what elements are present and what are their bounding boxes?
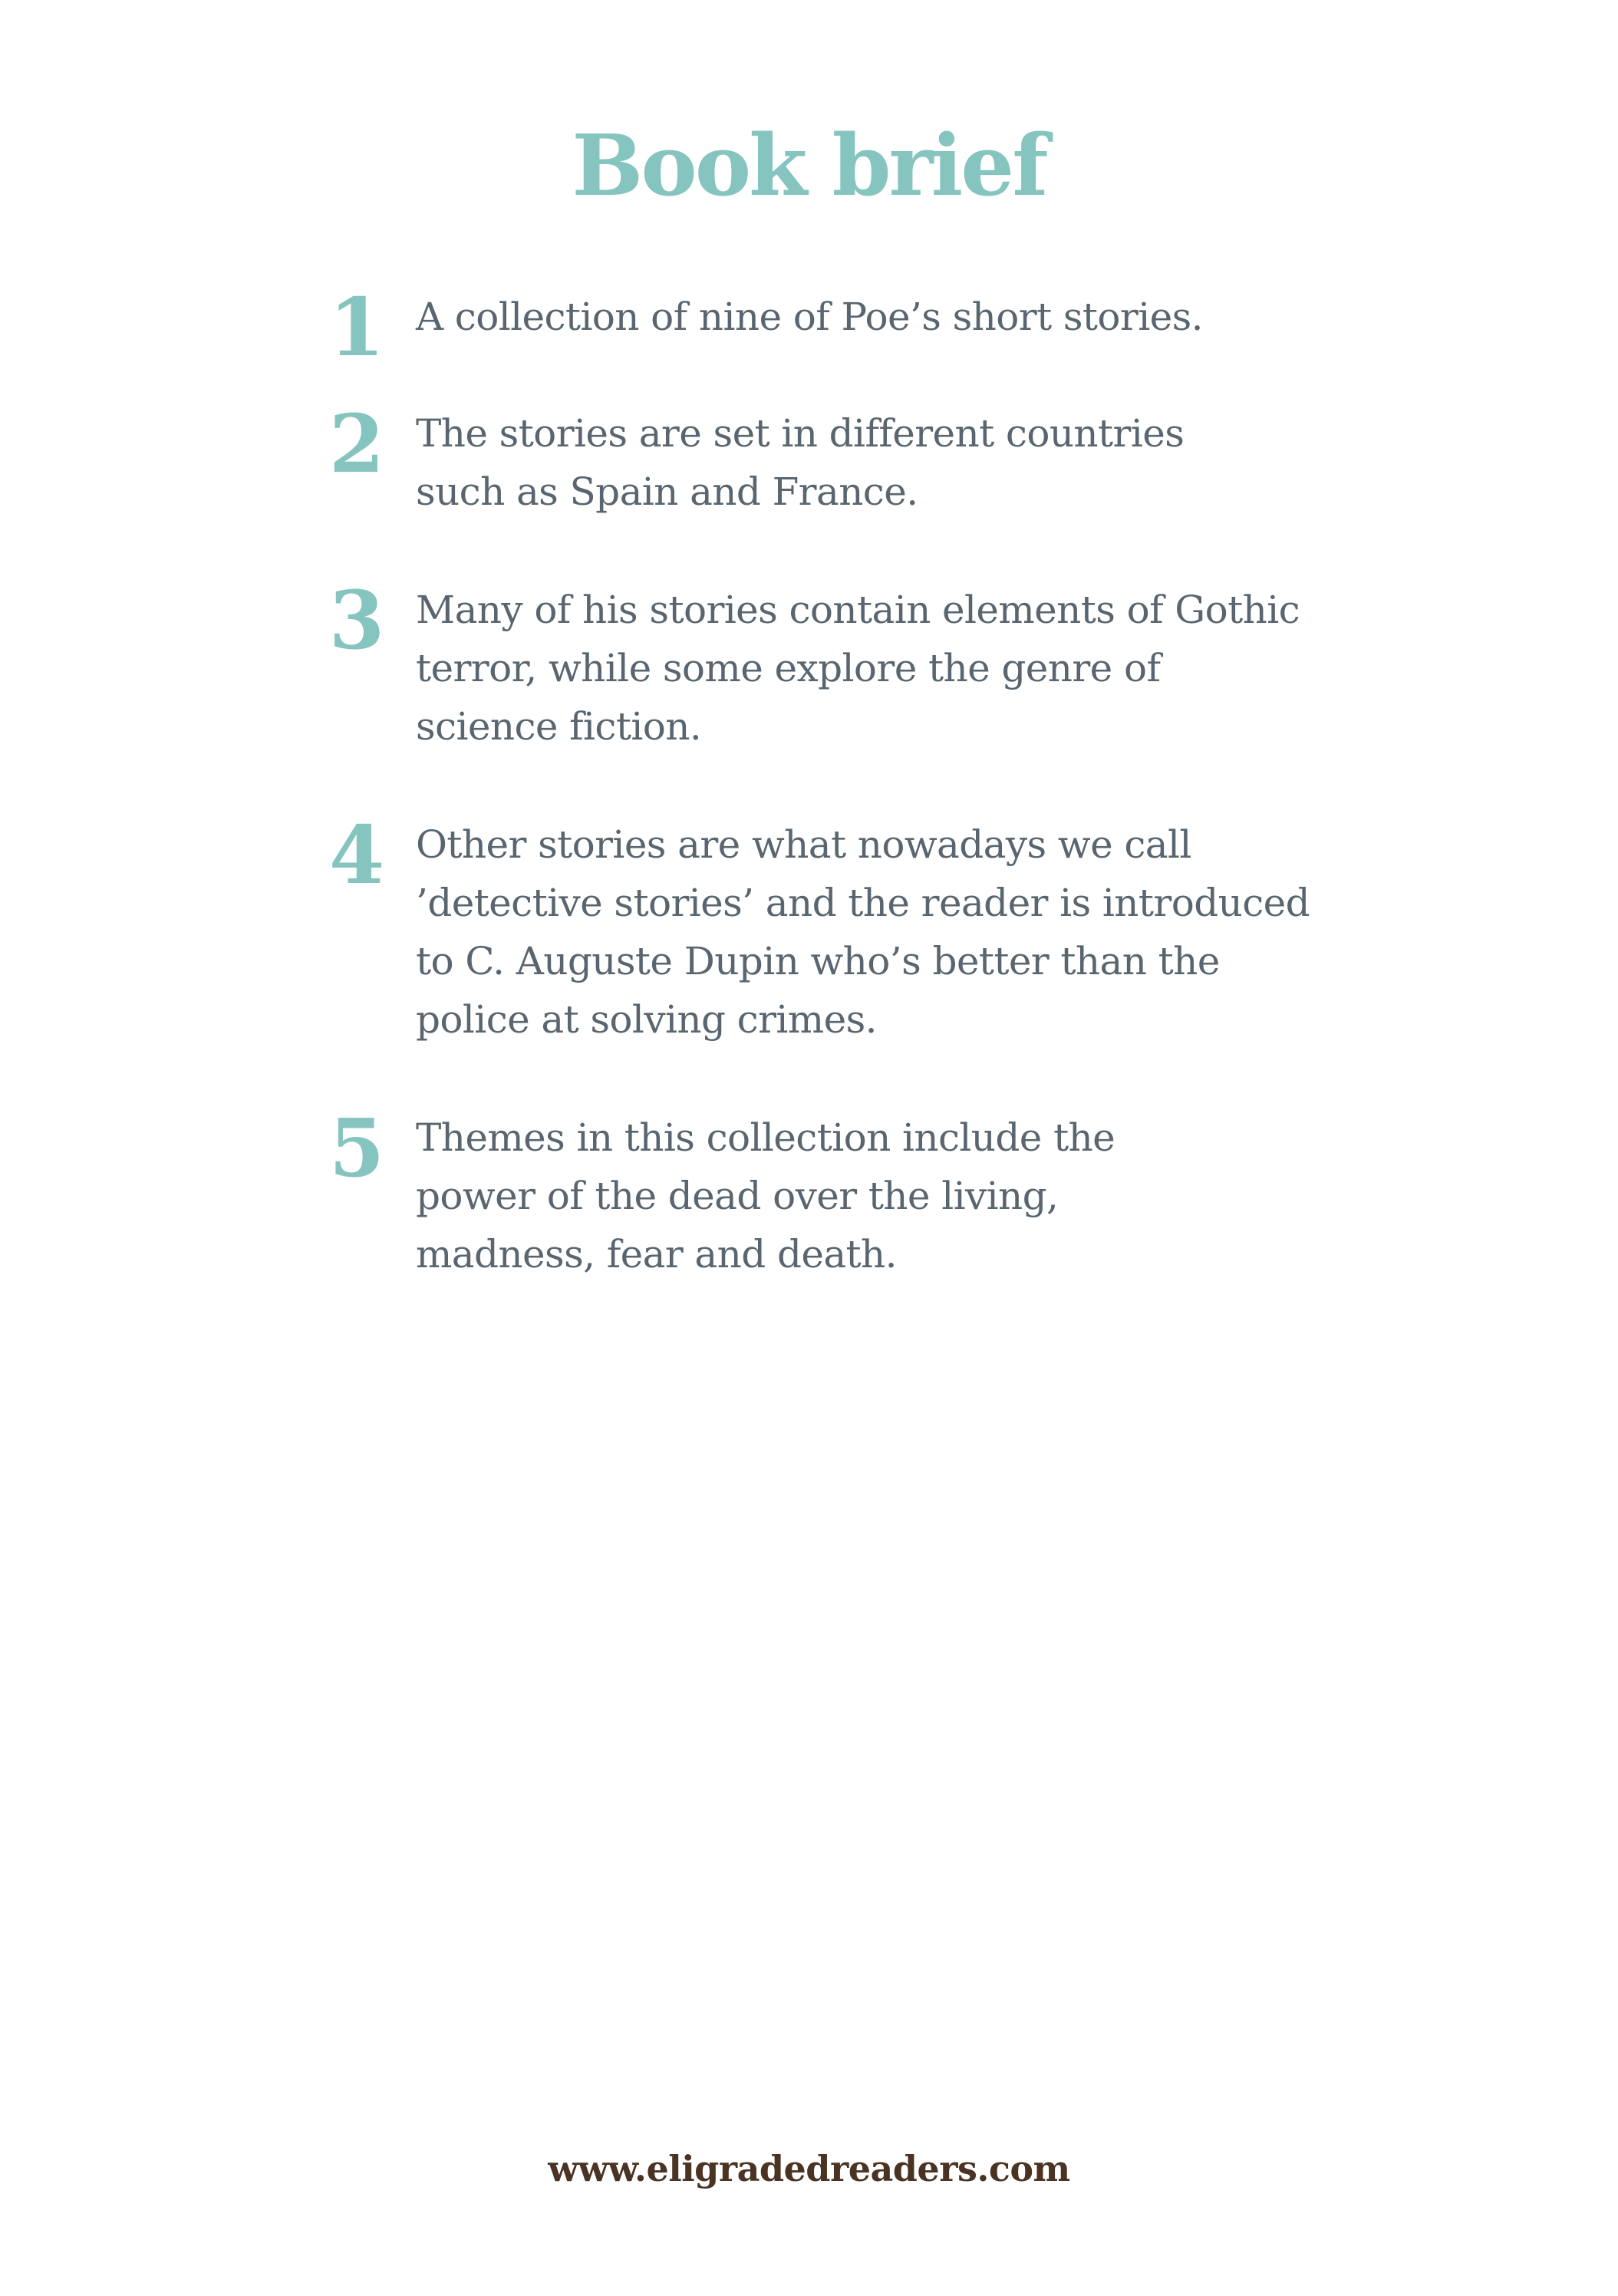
item-text: The stories are set in different countries such as Spain and France. xyxy=(416,411,1185,514)
item-number: 5 xyxy=(328,1101,385,1195)
footer-website-link[interactable]: www.eligradedreaders.com xyxy=(548,2148,1070,2189)
item-text: A collection of nine of Poe’s short stories. xyxy=(416,295,1203,339)
item-number: 1 xyxy=(328,280,385,374)
item-number: 2 xyxy=(328,397,385,491)
item-text: Themes in this collection include the power of the dead over the living, madness, fear and death. xyxy=(416,1115,1115,1276)
page-title: Book brief xyxy=(572,116,1046,215)
item-text: Other stories are what nowadays we call ’detective stories’ and the reader is introduced to C. Auguste Dupin who’s better than the police at solving crimes. xyxy=(416,822,1310,1042)
item-number: 3 xyxy=(328,573,385,667)
item-number: 4 xyxy=(328,808,385,902)
item-text: Many of his stories contain elements of Gothic terror, while some explore the genre of science fiction. xyxy=(416,588,1300,749)
